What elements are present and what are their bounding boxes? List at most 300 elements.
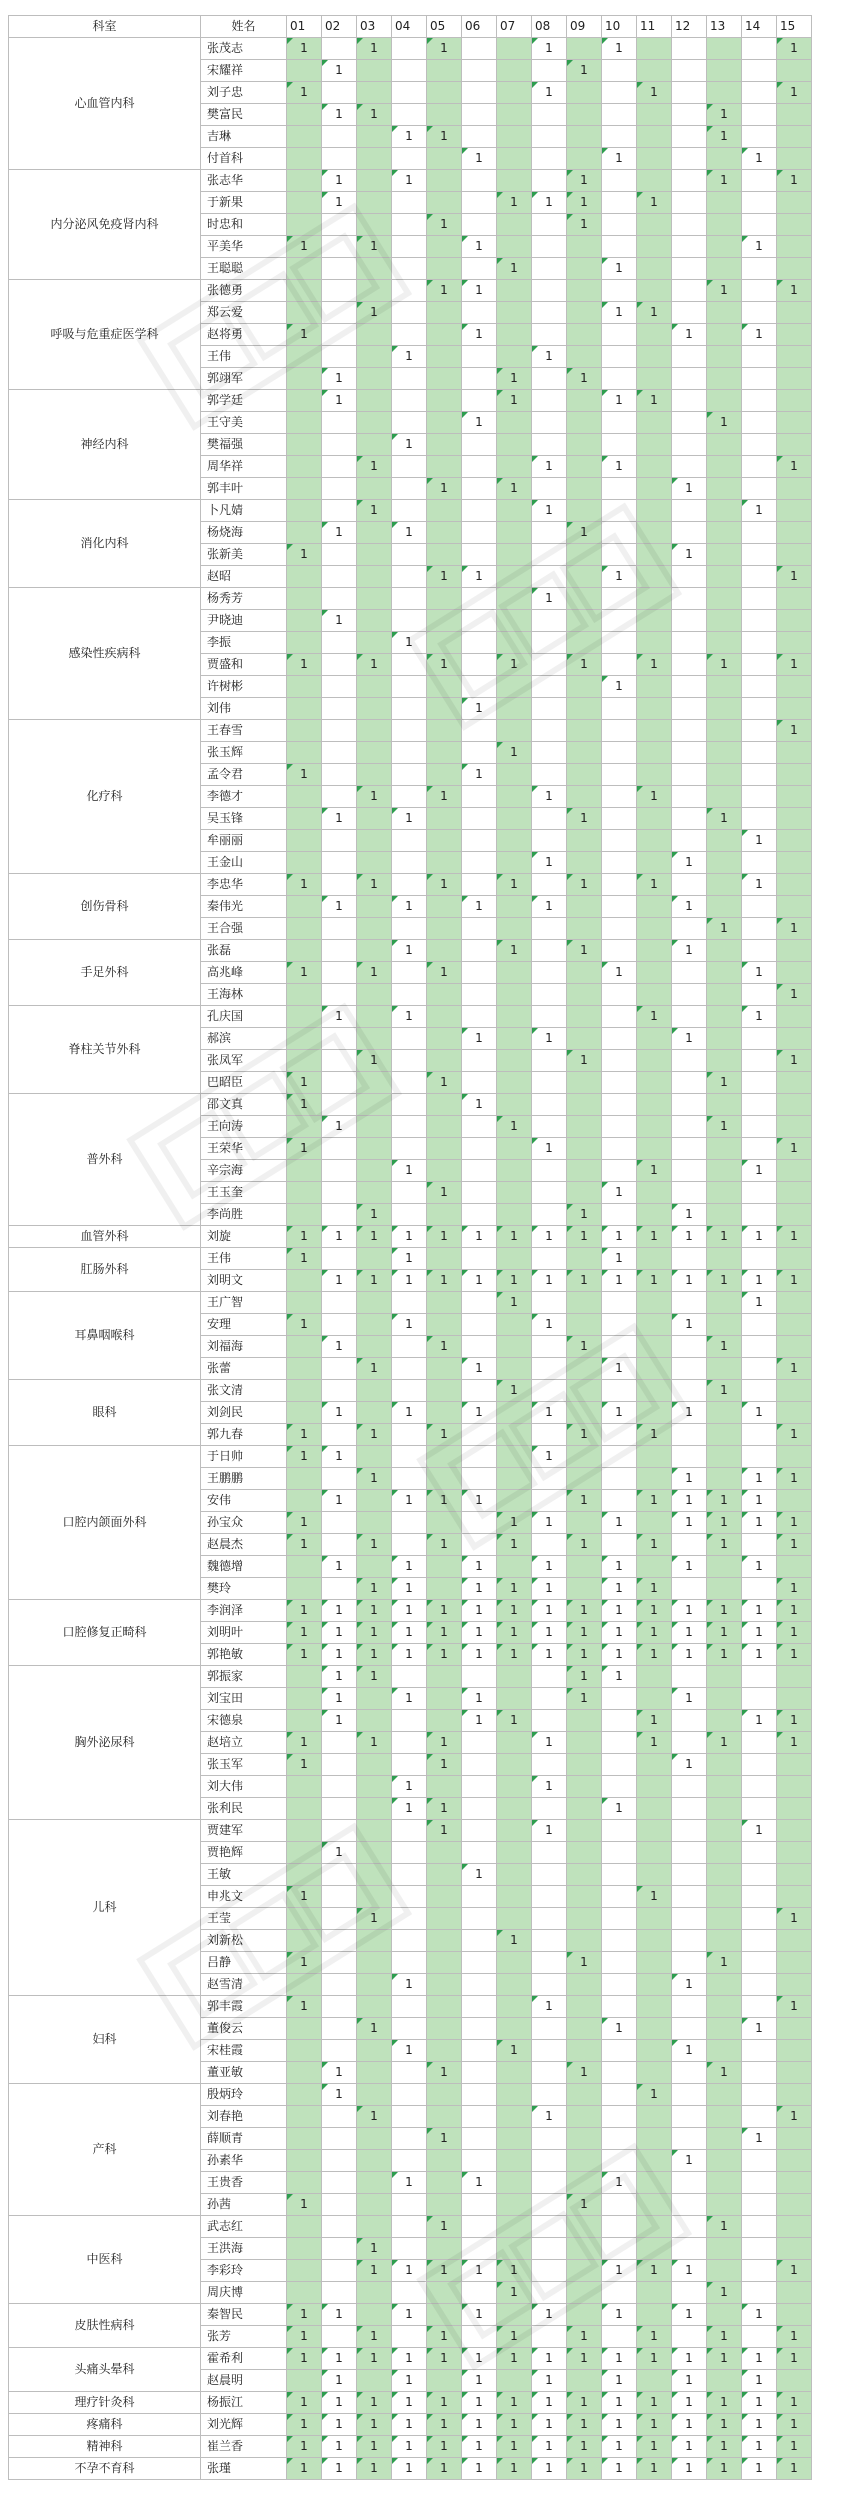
duty-mark-cell[interactable]	[777, 82, 812, 104]
empty-cell[interactable]	[322, 1886, 357, 1908]
duty-mark-cell[interactable]	[462, 566, 497, 588]
duty-mark-cell[interactable]	[462, 1402, 497, 1424]
duty-mark-cell[interactable]	[322, 1842, 357, 1864]
empty-cell[interactable]	[567, 412, 602, 434]
empty-cell[interactable]	[602, 1204, 637, 1226]
empty-cell[interactable]	[357, 676, 392, 698]
empty-cell[interactable]	[672, 654, 707, 676]
duty-mark-cell[interactable]	[532, 896, 567, 918]
empty-cell[interactable]	[602, 742, 637, 764]
empty-cell[interactable]	[392, 412, 427, 434]
empty-cell[interactable]	[462, 1798, 497, 1820]
empty-cell[interactable]	[602, 2084, 637, 2106]
empty-cell[interactable]	[637, 544, 672, 566]
empty-cell[interactable]	[392, 1952, 427, 1974]
empty-cell[interactable]	[742, 610, 777, 632]
empty-cell[interactable]	[322, 588, 357, 610]
empty-cell[interactable]	[777, 1094, 812, 1116]
duty-mark-cell[interactable]	[567, 1424, 602, 1446]
empty-cell[interactable]	[567, 720, 602, 742]
duty-mark-cell[interactable]	[777, 1996, 812, 2018]
empty-cell[interactable]	[322, 742, 357, 764]
empty-cell[interactable]	[567, 258, 602, 280]
empty-cell[interactable]	[602, 1534, 637, 1556]
empty-cell[interactable]	[357, 280, 392, 302]
empty-cell[interactable]	[392, 786, 427, 808]
empty-cell[interactable]	[357, 1094, 392, 1116]
empty-cell[interactable]	[427, 1314, 462, 1336]
duty-mark-cell[interactable]	[777, 1358, 812, 1380]
empty-cell[interactable]	[322, 852, 357, 874]
empty-cell[interactable]	[707, 82, 742, 104]
duty-mark-cell[interactable]	[567, 2326, 602, 2348]
empty-cell[interactable]	[777, 2084, 812, 2106]
duty-mark-cell[interactable]	[672, 2436, 707, 2458]
empty-cell[interactable]	[707, 1908, 742, 1930]
empty-cell[interactable]	[707, 236, 742, 258]
empty-cell[interactable]	[672, 918, 707, 940]
duty-mark-cell[interactable]	[602, 1578, 637, 1600]
empty-cell[interactable]	[707, 1094, 742, 1116]
duty-mark-cell[interactable]	[742, 500, 777, 522]
duty-mark-cell[interactable]	[427, 1072, 462, 1094]
empty-cell[interactable]	[742, 1688, 777, 1710]
duty-mark-cell[interactable]	[427, 1644, 462, 1666]
empty-cell[interactable]	[427, 1446, 462, 1468]
duty-mark-cell[interactable]	[672, 1270, 707, 1292]
duty-mark-cell[interactable]	[602, 302, 637, 324]
empty-cell[interactable]	[777, 1820, 812, 1842]
duty-mark-cell[interactable]	[392, 808, 427, 830]
empty-cell[interactable]	[567, 1996, 602, 2018]
empty-cell[interactable]	[707, 852, 742, 874]
empty-cell[interactable]	[497, 1996, 532, 2018]
empty-cell[interactable]	[637, 1314, 672, 1336]
empty-cell[interactable]	[602, 1446, 637, 1468]
duty-mark-cell[interactable]	[707, 918, 742, 940]
duty-mark-cell[interactable]	[322, 1644, 357, 1666]
duty-mark-cell[interactable]	[602, 1666, 637, 1688]
empty-cell[interactable]	[392, 2216, 427, 2238]
empty-cell[interactable]	[567, 1886, 602, 1908]
empty-cell[interactable]	[602, 1864, 637, 1886]
duty-mark-cell[interactable]	[602, 1600, 637, 1622]
duty-mark-cell[interactable]	[567, 1952, 602, 1974]
empty-cell[interactable]	[287, 170, 322, 192]
duty-mark-cell[interactable]	[567, 1622, 602, 1644]
empty-cell[interactable]	[707, 588, 742, 610]
duty-mark-cell[interactable]	[322, 1336, 357, 1358]
empty-cell[interactable]	[602, 2128, 637, 2150]
empty-cell[interactable]	[322, 148, 357, 170]
empty-cell[interactable]	[287, 1930, 322, 1952]
empty-cell[interactable]	[742, 2062, 777, 2084]
duty-mark-cell[interactable]	[357, 962, 392, 984]
duty-mark-cell[interactable]	[637, 302, 672, 324]
empty-cell[interactable]	[637, 852, 672, 874]
duty-mark-cell[interactable]	[322, 610, 357, 632]
empty-cell[interactable]	[567, 346, 602, 368]
empty-cell[interactable]	[462, 104, 497, 126]
empty-cell[interactable]	[427, 676, 462, 698]
duty-mark-cell[interactable]	[602, 1270, 637, 1292]
empty-cell[interactable]	[462, 2194, 497, 2216]
empty-cell[interactable]	[322, 82, 357, 104]
empty-cell[interactable]	[322, 324, 357, 346]
empty-cell[interactable]	[567, 456, 602, 478]
empty-cell[interactable]	[532, 610, 567, 632]
duty-mark-cell[interactable]	[287, 764, 322, 786]
duty-mark-cell[interactable]	[602, 566, 637, 588]
empty-cell[interactable]	[462, 918, 497, 940]
empty-cell[interactable]	[672, 676, 707, 698]
empty-cell[interactable]	[392, 1820, 427, 1842]
empty-cell[interactable]	[637, 1028, 672, 1050]
duty-mark-cell[interactable]	[462, 1226, 497, 1248]
duty-mark-cell[interactable]	[392, 1248, 427, 1270]
empty-cell[interactable]	[602, 192, 637, 214]
duty-mark-cell[interactable]	[427, 2436, 462, 2458]
empty-cell[interactable]	[567, 566, 602, 588]
empty-cell[interactable]	[462, 258, 497, 280]
empty-cell[interactable]	[322, 1468, 357, 1490]
empty-cell[interactable]	[287, 434, 322, 456]
empty-cell[interactable]	[567, 82, 602, 104]
empty-cell[interactable]	[462, 1732, 497, 1754]
empty-cell[interactable]	[567, 852, 602, 874]
empty-cell[interactable]	[637, 346, 672, 368]
duty-mark-cell[interactable]	[602, 2348, 637, 2370]
duty-mark-cell[interactable]	[707, 2326, 742, 2348]
empty-cell[interactable]	[602, 1314, 637, 1336]
empty-cell[interactable]	[637, 1952, 672, 1974]
empty-cell[interactable]	[637, 434, 672, 456]
duty-mark-cell[interactable]	[392, 2348, 427, 2370]
empty-cell[interactable]	[427, 258, 462, 280]
empty-cell[interactable]	[357, 1006, 392, 1028]
empty-cell[interactable]	[707, 610, 742, 632]
empty-cell[interactable]	[322, 1864, 357, 1886]
empty-cell[interactable]	[567, 2282, 602, 2304]
empty-cell[interactable]	[672, 1160, 707, 1182]
duty-mark-cell[interactable]	[672, 1600, 707, 1622]
empty-cell[interactable]	[497, 2370, 532, 2392]
empty-cell[interactable]	[427, 1248, 462, 1270]
duty-mark-cell[interactable]	[357, 874, 392, 896]
empty-cell[interactable]	[427, 104, 462, 126]
empty-cell[interactable]	[532, 1424, 567, 1446]
empty-cell[interactable]	[637, 940, 672, 962]
empty-cell[interactable]	[742, 1842, 777, 1864]
empty-cell[interactable]	[392, 456, 427, 478]
empty-cell[interactable]	[357, 1842, 392, 1864]
empty-cell[interactable]	[742, 2106, 777, 2128]
empty-cell[interactable]	[392, 1358, 427, 1380]
empty-cell[interactable]	[287, 192, 322, 214]
empty-cell[interactable]	[287, 1402, 322, 1424]
empty-cell[interactable]	[532, 1380, 567, 1402]
empty-cell[interactable]	[322, 544, 357, 566]
empty-cell[interactable]	[427, 2150, 462, 2172]
empty-cell[interactable]	[777, 1336, 812, 1358]
empty-cell[interactable]	[427, 1468, 462, 1490]
empty-cell[interactable]	[567, 1160, 602, 1182]
duty-mark-cell[interactable]	[462, 1710, 497, 1732]
empty-cell[interactable]	[707, 676, 742, 698]
duty-mark-cell[interactable]	[637, 1160, 672, 1182]
empty-cell[interactable]	[707, 1996, 742, 2018]
empty-cell[interactable]	[532, 676, 567, 698]
empty-cell[interactable]	[707, 192, 742, 214]
empty-cell[interactable]	[462, 1666, 497, 1688]
empty-cell[interactable]	[637, 742, 672, 764]
empty-cell[interactable]	[532, 412, 567, 434]
duty-mark-cell[interactable]	[287, 1226, 322, 1248]
empty-cell[interactable]	[637, 236, 672, 258]
duty-mark-cell[interactable]	[462, 1688, 497, 1710]
empty-cell[interactable]	[707, 1688, 742, 1710]
empty-cell[interactable]	[532, 808, 567, 830]
duty-mark-cell[interactable]	[672, 2370, 707, 2392]
empty-cell[interactable]	[287, 302, 322, 324]
empty-cell[interactable]	[287, 1182, 322, 1204]
duty-mark-cell[interactable]	[287, 2348, 322, 2370]
empty-cell[interactable]	[322, 478, 357, 500]
duty-mark-cell[interactable]	[567, 654, 602, 676]
empty-cell[interactable]	[322, 1754, 357, 1776]
empty-cell[interactable]	[602, 610, 637, 632]
empty-cell[interactable]	[287, 390, 322, 412]
empty-cell[interactable]	[567, 1402, 602, 1424]
empty-cell[interactable]	[672, 2238, 707, 2260]
empty-cell[interactable]	[392, 1666, 427, 1688]
empty-cell[interactable]	[567, 764, 602, 786]
empty-cell[interactable]	[672, 2194, 707, 2216]
empty-cell[interactable]	[707, 1028, 742, 1050]
empty-cell[interactable]	[532, 2238, 567, 2260]
empty-cell[interactable]	[707, 368, 742, 390]
duty-mark-cell[interactable]	[322, 2084, 357, 2106]
empty-cell[interactable]	[427, 236, 462, 258]
empty-cell[interactable]	[707, 2128, 742, 2150]
empty-cell[interactable]	[602, 1050, 637, 1072]
empty-cell[interactable]	[742, 346, 777, 368]
duty-mark-cell[interactable]	[287, 1314, 322, 1336]
empty-cell[interactable]	[392, 1292, 427, 1314]
empty-cell[interactable]	[322, 1798, 357, 1820]
empty-cell[interactable]	[357, 808, 392, 830]
empty-cell[interactable]	[637, 918, 672, 940]
duty-mark-cell[interactable]	[637, 1006, 672, 1028]
duty-mark-cell[interactable]	[777, 1270, 812, 1292]
duty-mark-cell[interactable]	[567, 1600, 602, 1622]
empty-cell[interactable]	[672, 1248, 707, 1270]
empty-cell[interactable]	[707, 1424, 742, 1446]
duty-mark-cell[interactable]	[532, 1578, 567, 1600]
empty-cell[interactable]	[707, 874, 742, 896]
empty-cell[interactable]	[777, 874, 812, 896]
empty-cell[interactable]	[497, 1556, 532, 1578]
empty-cell[interactable]	[777, 1182, 812, 1204]
empty-cell[interactable]	[532, 2194, 567, 2216]
empty-cell[interactable]	[742, 258, 777, 280]
empty-cell[interactable]	[602, 434, 637, 456]
empty-cell[interactable]	[742, 60, 777, 82]
duty-mark-cell[interactable]	[637, 1226, 672, 1248]
empty-cell[interactable]	[637, 60, 672, 82]
duty-mark-cell[interactable]	[777, 456, 812, 478]
duty-mark-cell[interactable]	[322, 896, 357, 918]
empty-cell[interactable]	[462, 1908, 497, 1930]
empty-cell[interactable]	[322, 2018, 357, 2040]
empty-cell[interactable]	[777, 1380, 812, 1402]
duty-mark-cell[interactable]	[707, 1490, 742, 1512]
empty-cell[interactable]	[637, 1512, 672, 1534]
empty-cell[interactable]	[287, 214, 322, 236]
empty-cell[interactable]	[567, 1380, 602, 1402]
empty-cell[interactable]	[742, 1446, 777, 1468]
empty-cell[interactable]	[742, 2260, 777, 2282]
empty-cell[interactable]	[777, 1160, 812, 1182]
empty-cell[interactable]	[392, 192, 427, 214]
empty-cell[interactable]	[287, 1842, 322, 1864]
empty-cell[interactable]	[532, 390, 567, 412]
duty-mark-cell[interactable]	[462, 1622, 497, 1644]
empty-cell[interactable]	[567, 434, 602, 456]
empty-cell[interactable]	[602, 698, 637, 720]
empty-cell[interactable]	[707, 1006, 742, 1028]
empty-cell[interactable]	[672, 1930, 707, 1952]
empty-cell[interactable]	[672, 1138, 707, 1160]
duty-mark-cell[interactable]	[357, 1468, 392, 1490]
empty-cell[interactable]	[427, 1556, 462, 1578]
empty-cell[interactable]	[602, 720, 637, 742]
empty-cell[interactable]	[532, 940, 567, 962]
empty-cell[interactable]	[322, 2040, 357, 2062]
duty-mark-cell[interactable]	[532, 82, 567, 104]
empty-cell[interactable]	[497, 104, 532, 126]
empty-cell[interactable]	[392, 874, 427, 896]
empty-cell[interactable]	[777, 324, 812, 346]
empty-cell[interactable]	[532, 148, 567, 170]
empty-cell[interactable]	[637, 2304, 672, 2326]
empty-cell[interactable]	[742, 192, 777, 214]
duty-mark-cell[interactable]	[637, 1600, 672, 1622]
duty-mark-cell[interactable]	[532, 1138, 567, 1160]
duty-mark-cell[interactable]	[602, 1358, 637, 1380]
empty-cell[interactable]	[672, 1292, 707, 1314]
empty-cell[interactable]	[637, 1072, 672, 1094]
empty-cell[interactable]	[742, 742, 777, 764]
empty-cell[interactable]	[497, 2128, 532, 2150]
duty-mark-cell[interactable]	[532, 1512, 567, 1534]
empty-cell[interactable]	[392, 324, 427, 346]
empty-cell[interactable]	[427, 1864, 462, 1886]
empty-cell[interactable]	[637, 2282, 672, 2304]
empty-cell[interactable]	[742, 566, 777, 588]
duty-mark-cell[interactable]	[707, 2062, 742, 2084]
duty-mark-cell[interactable]	[707, 412, 742, 434]
empty-cell[interactable]	[777, 940, 812, 962]
empty-cell[interactable]	[497, 720, 532, 742]
empty-cell[interactable]	[427, 1710, 462, 1732]
empty-cell[interactable]	[637, 676, 672, 698]
empty-cell[interactable]	[322, 1512, 357, 1534]
empty-cell[interactable]	[567, 2084, 602, 2106]
duty-mark-cell[interactable]	[287, 1754, 322, 1776]
duty-mark-cell[interactable]	[287, 1534, 322, 1556]
duty-mark-cell[interactable]	[777, 1908, 812, 1930]
empty-cell[interactable]	[637, 2370, 672, 2392]
empty-cell[interactable]	[427, 522, 462, 544]
empty-cell[interactable]	[707, 1468, 742, 1490]
empty-cell[interactable]	[602, 852, 637, 874]
empty-cell[interactable]	[532, 1534, 567, 1556]
empty-cell[interactable]	[602, 500, 637, 522]
duty-mark-cell[interactable]	[602, 676, 637, 698]
duty-mark-cell[interactable]	[567, 2436, 602, 2458]
empty-cell[interactable]	[637, 38, 672, 60]
empty-cell[interactable]	[672, 874, 707, 896]
duty-mark-cell[interactable]	[777, 1468, 812, 1490]
duty-mark-cell[interactable]	[462, 764, 497, 786]
empty-cell[interactable]	[427, 1138, 462, 1160]
empty-cell[interactable]	[777, 962, 812, 984]
empty-cell[interactable]	[777, 1028, 812, 1050]
empty-cell[interactable]	[672, 984, 707, 1006]
duty-mark-cell[interactable]	[777, 984, 812, 1006]
empty-cell[interactable]	[322, 2194, 357, 2216]
duty-mark-cell[interactable]	[497, 1512, 532, 1534]
duty-mark-cell[interactable]	[742, 874, 777, 896]
duty-mark-cell[interactable]	[392, 1556, 427, 1578]
duty-mark-cell[interactable]	[707, 104, 742, 126]
empty-cell[interactable]	[427, 1512, 462, 1534]
empty-cell[interactable]	[742, 1072, 777, 1094]
empty-cell[interactable]	[602, 940, 637, 962]
duty-mark-cell[interactable]	[287, 1512, 322, 1534]
empty-cell[interactable]	[427, 1028, 462, 1050]
empty-cell[interactable]	[357, 214, 392, 236]
duty-mark-cell[interactable]	[287, 1996, 322, 2018]
duty-mark-cell[interactable]	[742, 2436, 777, 2458]
empty-cell[interactable]	[287, 940, 322, 962]
empty-cell[interactable]	[567, 302, 602, 324]
empty-cell[interactable]	[567, 390, 602, 412]
duty-mark-cell[interactable]	[532, 346, 567, 368]
empty-cell[interactable]	[567, 148, 602, 170]
empty-cell[interactable]	[567, 38, 602, 60]
empty-cell[interactable]	[532, 236, 567, 258]
empty-cell[interactable]	[602, 1754, 637, 1776]
duty-mark-cell[interactable]	[707, 1270, 742, 1292]
duty-mark-cell[interactable]	[707, 2392, 742, 2414]
empty-cell[interactable]	[672, 1336, 707, 1358]
empty-cell[interactable]	[532, 1050, 567, 1072]
empty-cell[interactable]	[742, 1050, 777, 1072]
empty-cell[interactable]	[392, 368, 427, 390]
empty-cell[interactable]	[532, 214, 567, 236]
duty-mark-cell[interactable]	[742, 1622, 777, 1644]
empty-cell[interactable]	[497, 2172, 532, 2194]
empty-cell[interactable]	[742, 808, 777, 830]
duty-mark-cell[interactable]	[567, 368, 602, 390]
empty-cell[interactable]	[602, 588, 637, 610]
empty-cell[interactable]	[462, 742, 497, 764]
empty-cell[interactable]	[672, 38, 707, 60]
duty-mark-cell[interactable]	[567, 1644, 602, 1666]
duty-mark-cell[interactable]	[707, 1622, 742, 1644]
